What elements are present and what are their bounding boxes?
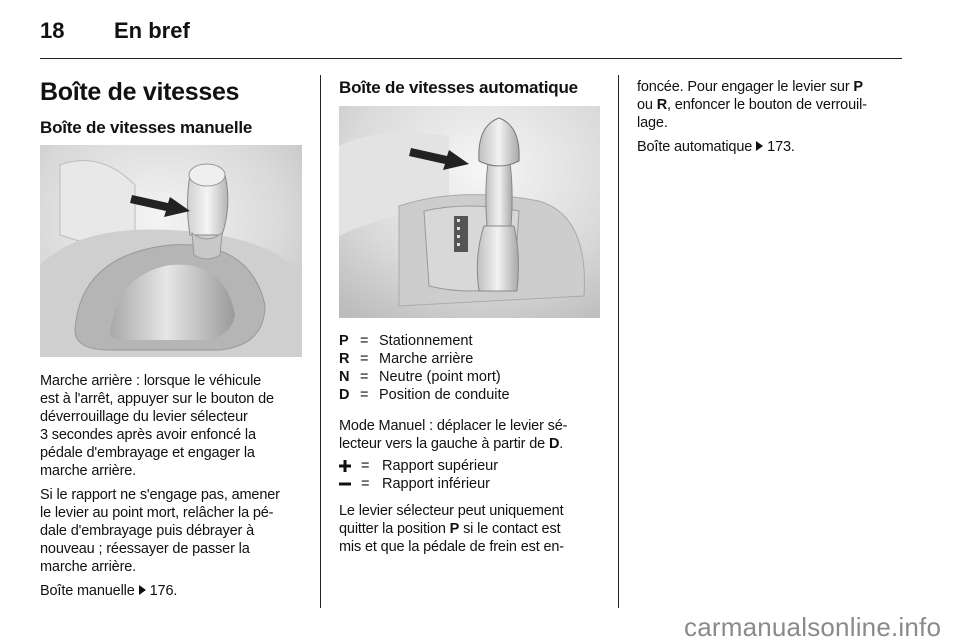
manual-gearbox-heading: Boîte de vitesses manuelle	[40, 118, 253, 137]
lever-paragraph-continued: foncée. Pour engager le levier sur P ou R, enfoncer le bouton de verrouil- lage. Boîte automatique 173.	[637, 78, 907, 162]
page-reference-icon	[139, 585, 146, 595]
section-title: En bref	[114, 18, 190, 43]
column-divider-1	[320, 75, 321, 608]
automatic-gearbox-illustration	[339, 106, 600, 318]
manual-gearbox-illustration	[40, 145, 302, 357]
automatic-gearbox-heading: Boîte de vitesses automatique	[339, 78, 578, 97]
page-number: 18	[40, 18, 65, 43]
header-rule	[40, 58, 902, 59]
page-reference-icon	[756, 141, 763, 151]
lever-paragraph: Le levier sélecteur peut uniquement quitter la position P si le contact est mis et que la pédale de frein est en-	[339, 503, 564, 555]
manual-gearbox-reference[interactable]: Boîte manuelle 176.	[40, 583, 178, 599]
gear-not-engaged-paragraph: Si le rapport ne s'engage pas, amener le levier au point mort, relâcher la pé- dale d'embrayage puis débrayer à nouveau ; réessayer de passer la marche arrière.	[40, 487, 280, 575]
page-header	[40, 18, 190, 44]
minus-icon	[339, 478, 351, 490]
watermark: carmanualsonline.info	[684, 612, 942, 642]
manual-mode-paragraph: Mode Manuel : déplacer le levier sé- lecteur vers la gauche à partir de D.	[339, 418, 568, 452]
automatic-gearbox-reference[interactable]: Boîte automatique 173.	[637, 139, 795, 155]
column-divider-2	[618, 75, 619, 608]
section-heading: Boîte de vitesses	[40, 78, 240, 106]
plus-icon	[339, 460, 351, 472]
reverse-gear-paragraph: Marche arrière : lorsque le véhicule est à l'arrêt, appuyer sur le bouton de déverrouillage du levier sélecteur 3 secondes après avoir enfoncé la pédale d'embrayage et engager la marche arrière.	[40, 373, 274, 479]
manual-gearbox-text	[40, 372, 302, 606]
